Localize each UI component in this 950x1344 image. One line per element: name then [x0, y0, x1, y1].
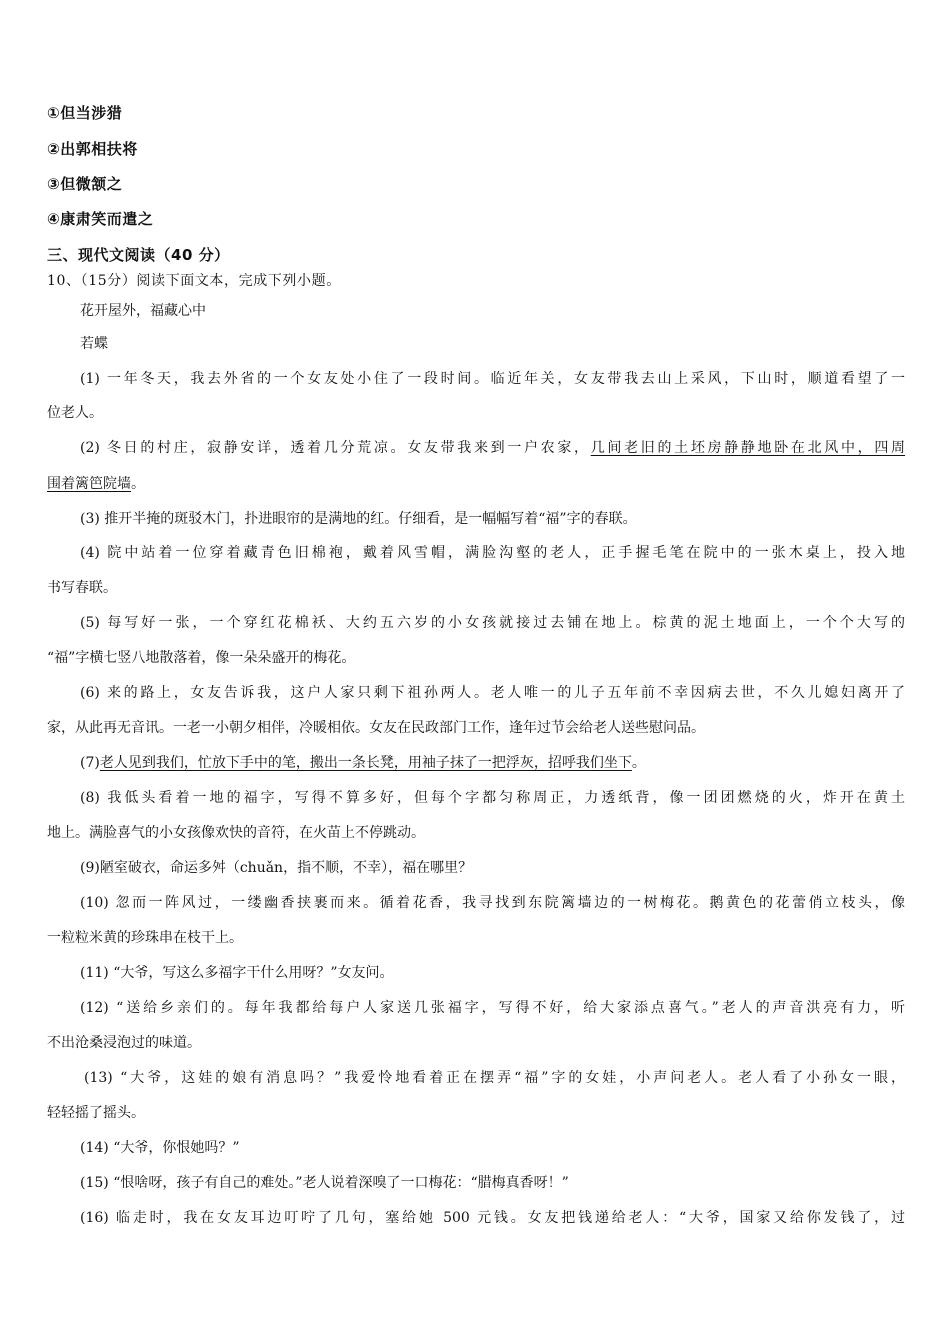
paragraph-4-line-2: 书写春联。: [47, 580, 117, 596]
paragraph-7-number: (7): [80, 755, 100, 771]
paragraph-13-line-1: (13) “大爷，这娃的娘有消息吗？”我爱怜地看着正在摆弄“福”字的女娃，小声问老人。老人看了小孙女一眼，: [84, 1070, 905, 1086]
paragraph-4-line-1: (4) 院中站着一位穿着藏青色旧棉袍，戴着风雪帽，满脸沟壑的老人，正手握毛笔在院中的一张木桌上，投入地: [80, 545, 905, 561]
paragraph-8-line-2: 地上。满脸喜气的小女孩像欢快的音符，在火苗上不停跳动。: [47, 825, 425, 841]
paragraph-8-line-1: (8) 我低头看着一地的福字，写得不算多好，但每个字都匀称周正，力透纸背，像一团团燃烧的火，炸开在黄土: [80, 790, 905, 806]
paragraph-9: (9)陋室破衣，命运多舛（chuǎn，指不顺，不幸），福在哪里？: [80, 860, 473, 876]
section-title: 三、现代文阅读（40 分）: [47, 246, 230, 264]
paragraph-7-period: 。: [631, 755, 646, 771]
paragraph-7: [80, 753, 646, 773]
paragraph-14: (14) “大爷，你恨她吗？”: [80, 1140, 240, 1156]
paragraph-10-line-1: (10) 忽而一阵风过，一缕幽香挟裹而来。循着花香，我寻找到东院篱墙边的一树梅花。鹅黄色的花蕾俏立枝头，像: [80, 895, 905, 911]
paragraph-11: (11) “大爷，写这么多福字干什么用呀？”女友问。: [80, 965, 394, 981]
option-1: ①但当涉猎: [47, 104, 123, 122]
paragraph-2-period: 。: [131, 476, 145, 492]
paragraph-2-text: (2) 冬日的村庄，寂静安详，透着几分荒凉。女友带我来到一户农家，: [80, 440, 591, 456]
paragraph-6-line-1: (6) 来的路上，女友告诉我，这户人家只剩下祖孙两人。老人唯一的儿子五年前不幸因病去世，不久儿媳妇离开了: [80, 685, 905, 701]
paragraph-1-line-2: 位老人。: [47, 405, 103, 421]
paragraph-1-line-1: (1) 一年冬天，我去外省的一个女友处小住了一段时间。临近年关，女友带我去山上采风，下山时，顺道看望了一: [80, 371, 905, 387]
paragraph-12-line-2: 不出沧桑浸泡过的味道。: [47, 1035, 201, 1051]
paragraph-5-line-1: (5) 每写好一张，一个穿红花棉袄、大约五六岁的小女孩就接过去铺在地上。棕黄的泥土地面上，一个个大写的: [80, 615, 905, 631]
question-prompt: 10、（15分）阅读下面文本，完成下列小题。: [47, 273, 341, 289]
paragraph-2-line-1: [80, 438, 905, 458]
paragraph-12-line-1: (12) “送给乡亲们的。每年我都给每户人家送几张福字，写得不好，给大家添点喜气。”老人的声音洪亮有力，听: [80, 1000, 905, 1016]
paragraph-13-line-2: 轻轻摇了摇头。: [47, 1105, 145, 1121]
paragraph-2-underlined-end: 围着篱笆院墙: [47, 476, 131, 492]
paragraph-3: (3) 推开半掩的斑驳木门，扑进眼帘的是满地的红。仔细看，是一幅幅写着“福”字的春联。: [80, 511, 637, 527]
paragraph-2-line-2: [47, 474, 145, 494]
essay-author: 若蝶: [80, 336, 108, 352]
option-4: ④康肃笑而遣之: [47, 210, 154, 228]
paragraph-5-line-2: “福”字横七竖八地散落着，像一朵朵盛开的梅花。: [47, 650, 356, 666]
paragraph-10-line-2: 一粒粒米黄的珍珠串在枝干上。: [47, 930, 243, 946]
paragraph-15: (15) “恨啥呀，孩子有自己的难处。”老人说着深嗅了一口梅花：“腊梅真香呀！”: [80, 1175, 569, 1191]
paragraph-2-underlined: 几间老旧的土坯房静静地卧在北风中，四周: [590, 440, 906, 456]
option-2: ②出郭相扶将: [47, 140, 138, 158]
option-3: ③但微颔之: [47, 175, 123, 193]
paragraph-16-line-1: (16) 临走时，我在女友耳边叮咛了几句，塞给她 500 元钱。女友把钱递给老人：“大爷，国家又给你发钱了，过: [80, 1210, 905, 1226]
paragraph-7-underlined: 老人见到我们，忙放下手中的笔，搬出一条长凳，用袖子抹了一把浮灰，招呼我们坐下: [99, 755, 632, 771]
paragraph-6-line-2: 家，从此再无音讯。一老一小朝夕相伴，冷暖相依。女友在民政部门工作，逢年过节会给老人送些慰问品。: [47, 720, 705, 736]
essay-title: 花开屋外，福藏心中: [80, 303, 206, 319]
